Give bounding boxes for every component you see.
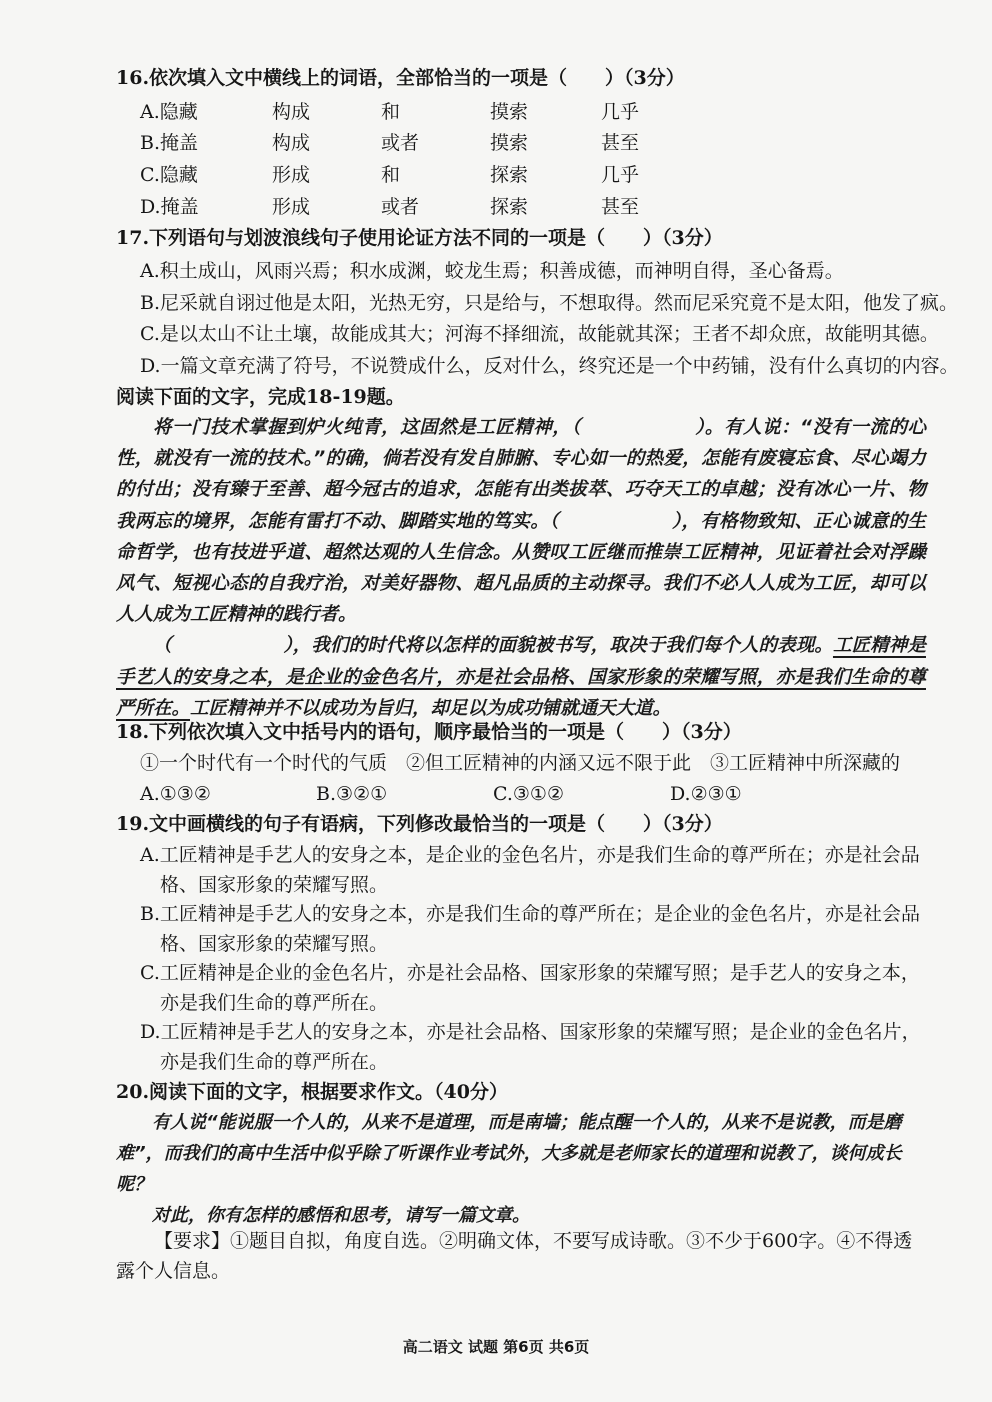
q20-prompt: 对此，你有怎样的感悟和思考，请写一篇文章。: [152, 1205, 530, 1226]
q18-stem: 18.下列依次填入文中括号内的语句，顺序最恰当的一项是（ ）（3分）: [116, 721, 742, 743]
q17-stem: 17.下列语句与划波浪线句子使用论证方法不同的一项是（ ）（3分）: [116, 227, 723, 249]
q19-c-line1: C.工匠精神是企业的金色名片，亦是社会品格、国家形象的荣耀写照；是手艺人的安身之本，: [140, 962, 920, 984]
q18-option-d: D.②③①: [670, 783, 742, 805]
underlined-sentence: 工匠精神是手艺人的安身之本，是企业的金色名片，亦是社会品格、国家形象的荣耀写照，亦是我们生命的尊严所在。: [116, 635, 926, 719]
q19-option-a: [140, 840, 926, 900]
q19-b-line2: 格、国家形象的荣耀写照。: [160, 933, 389, 955]
q19-option-d: [140, 1017, 926, 1077]
q17-option-b: B.尼采就自诩过他是太阳，光热无穷，只是给与，不想取得。然而尼采究竟不是太阳，他发了疯。: [140, 292, 959, 314]
q16-a-3: 和: [381, 101, 401, 123]
passage-p2-tail: 工匠精神并不以成功为旨归，却足以为成功铺就通天大道。: [190, 697, 672, 719]
q19-d-line1: D.工匠精神是手艺人的安身之本，亦是社会品格、国家形象的荣耀写照；是企业的金色名片，: [140, 1021, 921, 1043]
q17-option-d: D.一篇文章充满了符号，不说赞成什么，反对什么，终究还是一个中药铺，没有什么真切的内容。: [140, 355, 959, 377]
q16-stem: 16.依次填入文中横线上的词语，全部恰当的一项是（ ）（3分）: [116, 67, 685, 89]
q16-b-1: B.掩盖: [140, 132, 199, 154]
q20-material-text: 有人说“能说服一个人的，从来不是道理，而是南墙；能点醒一个人的，从来不是说教，而是磨难”，而我们的高中生活中似乎除了听课作业考试外，大多就是老师家长的道理和说教了，谈何成长呢？: [116, 1112, 902, 1195]
passage-p2-lead: （ ），我们的时代将以怎样的面貌被书写，取决于我们每个人的表现。: [153, 635, 833, 657]
reading-intro: 阅读下面的文字，完成18-19题。: [116, 386, 405, 408]
passage-paragraph-1: 将一门技术掌握到炉火纯青，这固然是工匠精神，（ ）。有人说：“没有一流的心性，就没有一流的技术。”的确，倘若没有发自肺腑、专心如一的热爱，怎能有废寝忘食、尽心竭力的付出；没有臻于至善、超今冠古的追求，怎能有出类拔萃、巧夺天工的卓越；没有冰心一片、物我两忘的境界，怎能有雷打不动、脚踏实地的笃实。（ ），有格物致知、正心诚意的生命哲学，也有技进乎道、超然达观的人生信念。从赞叹工匠继而推崇工匠精神，见证着社会对浮躁风气、短视心态的自我疗治，对美好器物、超凡品质的主动探寻。我们不必人人成为工匠，却可以人人成为工匠精神的践行者。: [116, 417, 926, 626]
q16-d-4: 探索: [490, 196, 529, 218]
q19-b-line1: B.工匠精神是手艺人的安身之本，亦是我们生命的尊严所在；是企业的金色名片，亦是社会品: [140, 903, 921, 925]
q18-items: ①一个时代有一个时代的气质 ②但工匠精神的内涵又远不限于此 ③工匠精神中所深藏的: [140, 752, 901, 774]
q18-option-c: C.③①②: [493, 783, 564, 805]
q17-option-a: A.积土成山，风雨兴焉；积水成渊，蛟龙生焉；积善成德，而神明自得，圣心备焉。: [140, 260, 844, 282]
q19-a-line2: 格、国家形象的荣耀写照。: [160, 874, 389, 896]
q16-d-2: 形成: [272, 196, 311, 218]
q16-b-4: 摸索: [490, 132, 529, 154]
q16-c-4: 探索: [490, 164, 529, 186]
q16-a-4: 摸索: [490, 101, 529, 123]
q19-option-b: [140, 899, 926, 959]
q16-a-1: A.隐藏: [140, 101, 198, 123]
q16-a-2: 构成: [272, 101, 311, 123]
reading-passage: [116, 412, 926, 724]
q16-a-5: 几乎: [601, 101, 640, 123]
q16-d-3: 或者: [381, 196, 420, 218]
q19-option-c: [140, 958, 926, 1018]
page-footer: 高二语文 试题 第6页 共6页: [402, 1338, 590, 1356]
q16-c-2: 形成: [272, 164, 311, 186]
q16-c-5: 几乎: [601, 164, 640, 186]
q16-d-1: D.掩盖: [140, 196, 199, 218]
q19-a-line1: A.工匠精神是手艺人的安身之本，是企业的金色名片，亦是我们生命的尊严所在；亦是社会品: [140, 844, 920, 866]
q16-c-1: C.隐藏: [140, 164, 198, 186]
q19-c-line2: 亦是我们生命的尊严所在。: [160, 992, 389, 1014]
q18-option-b: B.③②①: [316, 783, 388, 805]
q20-material: [116, 1107, 926, 1231]
passage-paragraph-2: [116, 630, 926, 724]
q19-stem: 19.文中画横线的句子有语病，下列修改最恰当的一项是（ ）（3分）: [116, 813, 723, 835]
q18-option-a: A.①③②: [140, 783, 211, 805]
q20-requirement: 【要求】①题目自拟，角度自选。②明确文体，不要写成诗歌。③不少于600字。④不得透露个人信息。: [116, 1230, 913, 1282]
q19-d-line2: 亦是我们生命的尊严所在。: [160, 1051, 389, 1073]
q17-option-c: C.是以太山不让土壤，故能成其大；河海不择细流，故能就其深；王者不却众庶，故能明其德。: [140, 323, 939, 345]
q16-b-5: 甚至: [601, 132, 640, 154]
q16-b-2: 构成: [272, 132, 311, 154]
q20-stem: 20.阅读下面的文字，根据要求作文。（40分）: [116, 1081, 508, 1103]
q16-c-3: 和: [381, 164, 401, 186]
q16-b-3: 或者: [381, 132, 420, 154]
q16-d-5: 甚至: [601, 196, 640, 218]
